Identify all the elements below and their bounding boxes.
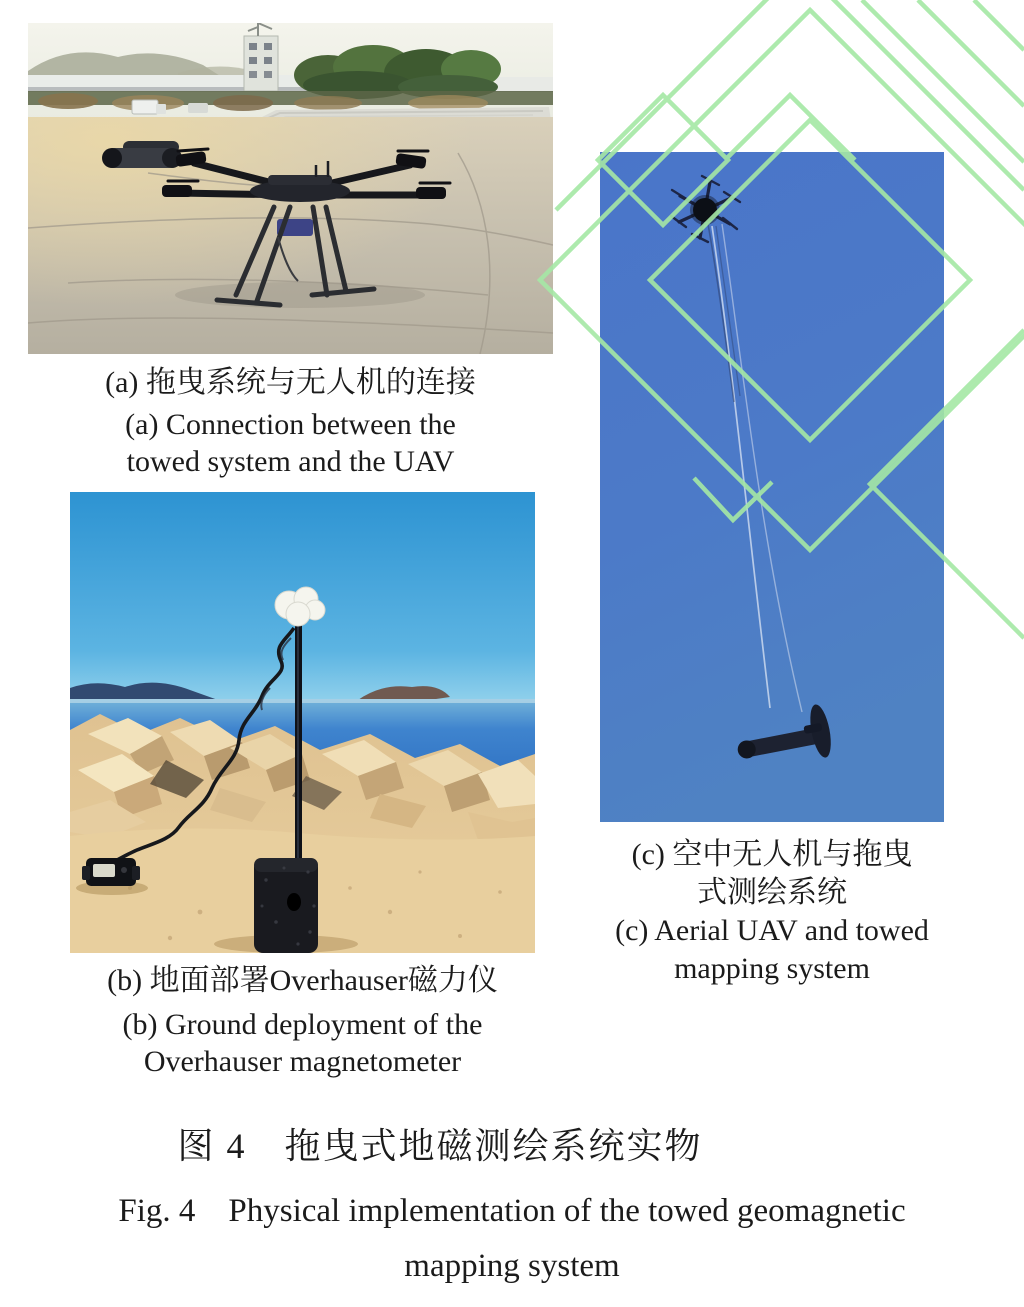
photo-magnetometer-shore (70, 492, 535, 953)
caption-c-zh-line1: (c) 空中无人机与拖曳 (631, 838, 913, 871)
photo-a-scene (28, 23, 553, 354)
caption-a-en-line1: (a) Connection between the (125, 408, 456, 441)
drone-shadow (175, 282, 425, 308)
photo-uav-airborne (600, 152, 944, 822)
caption-a-en-line2: towed system and the UAV (126, 445, 455, 478)
photo-b-scene (70, 492, 535, 953)
photo-c-scene (600, 152, 944, 822)
caption-c-en-line1: (c) Aerial UAV and towed (615, 914, 929, 947)
caption-c-zh-line2: 式测绘系统 (697, 876, 847, 909)
console-screen (93, 864, 115, 877)
figure-title-en-line1: Fig. 4 Physical implementation of the towed geomagnetic (118, 1193, 906, 1229)
caption-b-zh: (b) 地面部署Overhauser磁力仪 (107, 964, 498, 997)
distant-city (496, 77, 553, 91)
caption-c-en-line2: mapping system (674, 952, 870, 985)
sky (600, 152, 944, 822)
figure-title-zh: 图 4 拖曳式地磁测绘系统实物 (177, 1126, 703, 1166)
figure-title-en-line2: mapping system (404, 1248, 620, 1284)
caption-a-zh: (a) 拖曳系统与无人机的连接 (105, 366, 476, 399)
caption-b-en-line1: (b) Ground deployment of the (122, 1008, 483, 1041)
photo-uav-ground (28, 23, 553, 354)
caption-b-en-line2: Overhauser magnetometer (143, 1045, 462, 1078)
